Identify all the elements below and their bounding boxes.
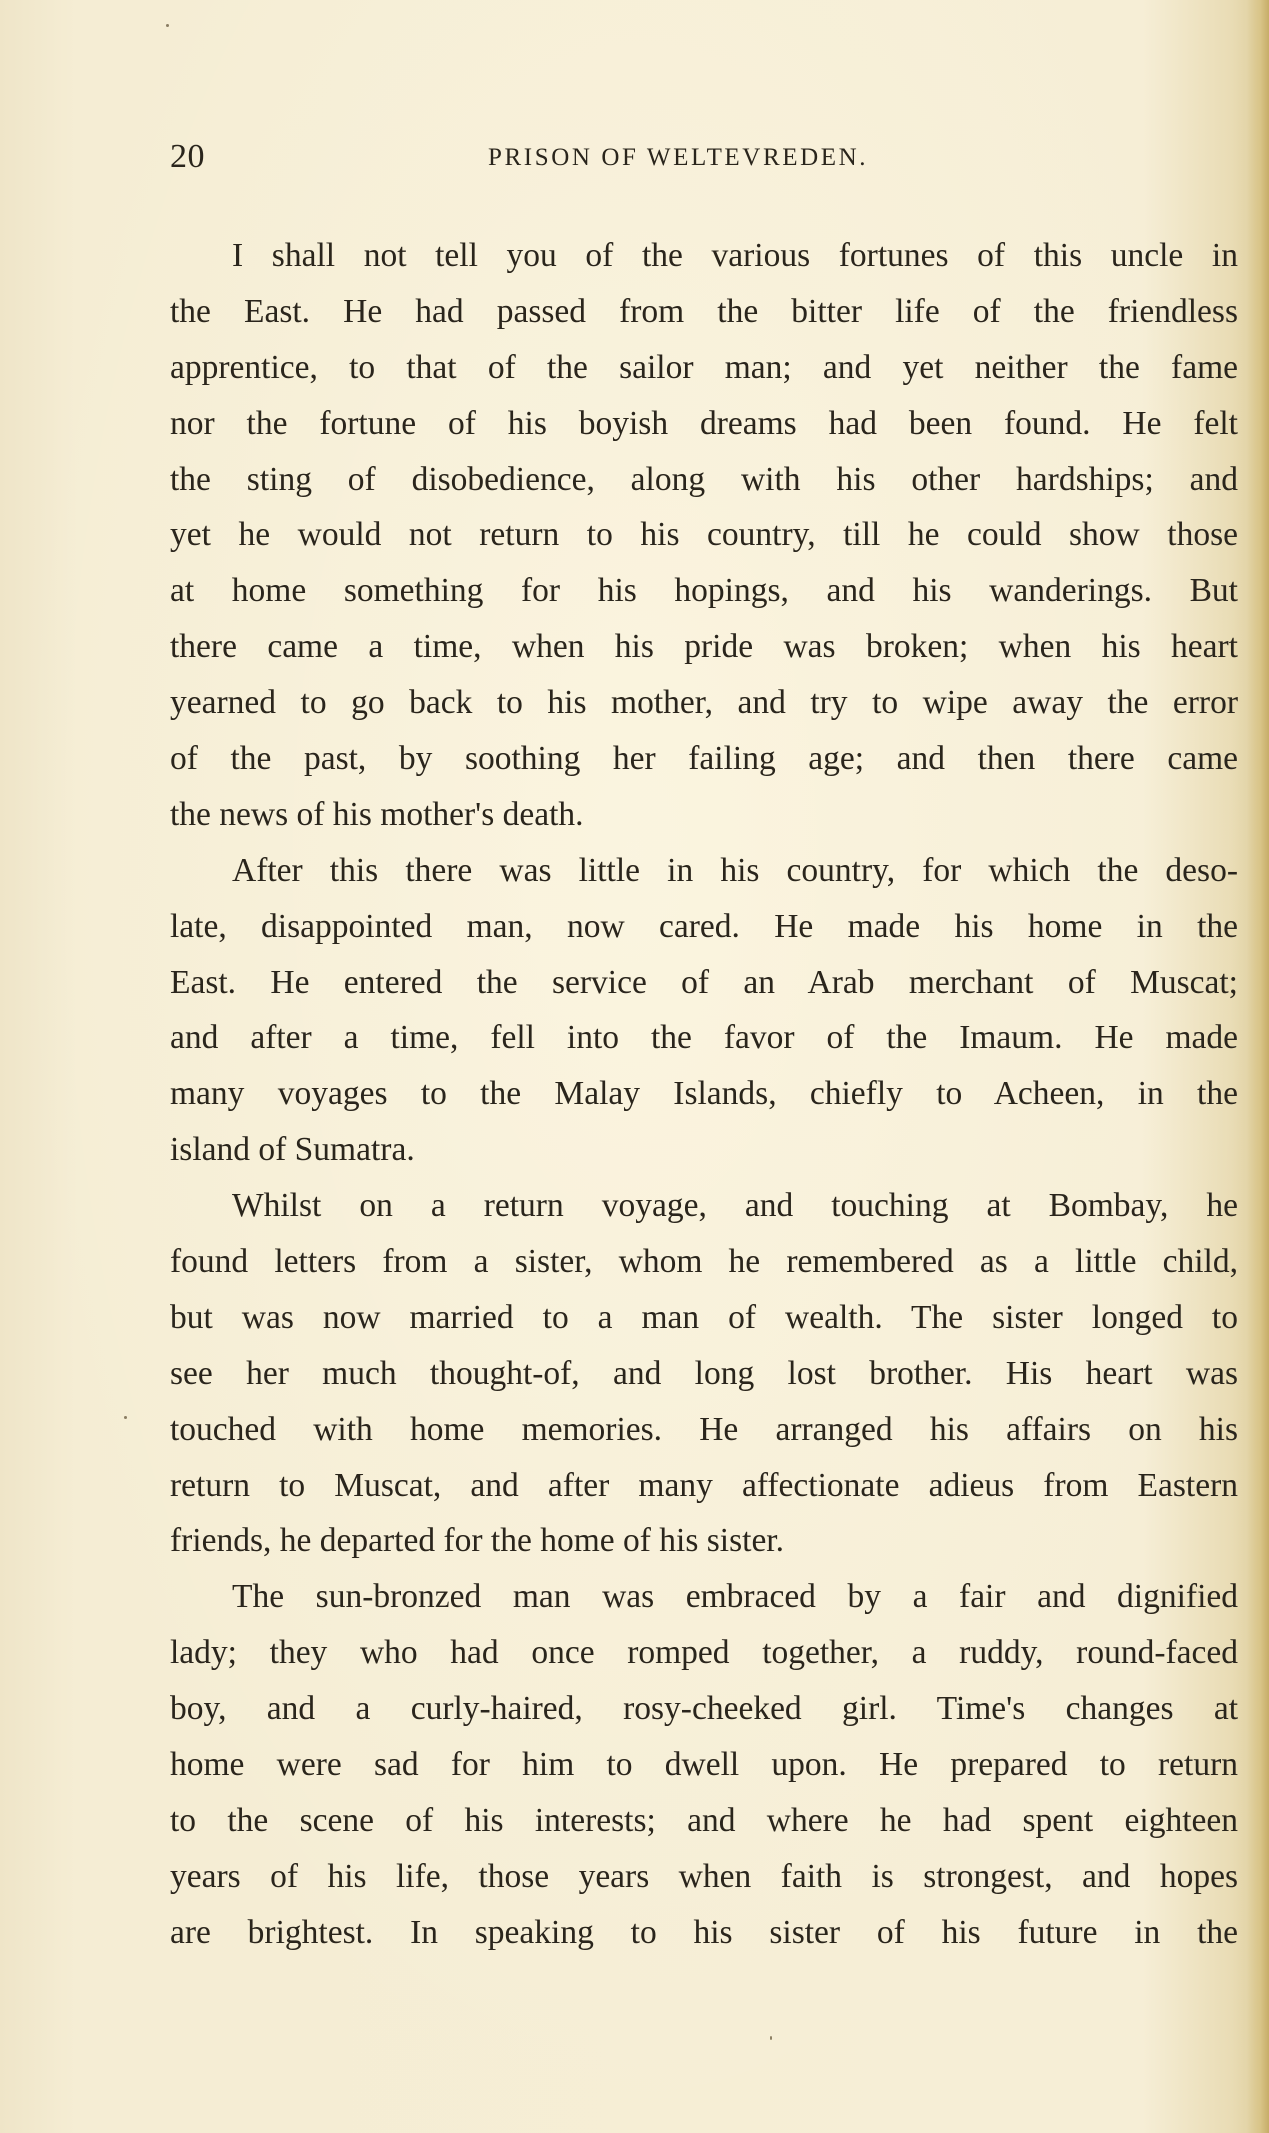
text-line: found letters from a sister, whom he remembered as a little child, bbox=[170, 1243, 1238, 1281]
text-line: but was now married to a man of wealth. The sister longed to bbox=[170, 1298, 1238, 1336]
text-line: After this there was little in his country, for which the deso- bbox=[232, 851, 1238, 889]
page-number: 20 bbox=[170, 138, 205, 175]
page-header bbox=[170, 138, 1245, 182]
text-line: many voyages to the Malay Islands, chiefly to Acheen, in the bbox=[170, 1075, 1238, 1113]
paper-speck bbox=[770, 2036, 772, 2040]
text-line: yearned to go back to his mother, and try to wipe away the error bbox=[170, 684, 1238, 722]
paragraph bbox=[170, 228, 1238, 843]
text-line: and after a time, fell into the favor of the Imaum. He made bbox=[170, 1019, 1238, 1057]
body-text bbox=[170, 228, 1238, 1961]
paper-speck bbox=[124, 1416, 127, 1419]
running-head: PRISON OF WELTEVREDEN. bbox=[488, 144, 869, 171]
paragraph bbox=[170, 1178, 1238, 1569]
text-line: home were sad for him to dwell upon. He prepared to return bbox=[170, 1746, 1238, 1784]
text-line: yet he would not return to his country, till he could show those bbox=[170, 516, 1238, 554]
text-line: see her much thought-of, and long lost brother. His heart was bbox=[170, 1354, 1238, 1392]
text-line: return to Muscat, and after many affectionate adieus from Eastern bbox=[170, 1466, 1238, 1504]
text-line: are brightest. In speaking to his sister of his future in the bbox=[170, 1913, 1238, 1951]
text-line: at home something for his hopings, and his wanderings. But bbox=[170, 572, 1238, 610]
paper-speck bbox=[166, 24, 169, 27]
text-line: late, disappointed man, now cared. He made his home in the bbox=[170, 907, 1238, 945]
text-line: years of his life, those years when faith is strongest, and hopes bbox=[170, 1857, 1238, 1895]
paragraph bbox=[170, 843, 1238, 1178]
text-line: lady; they who had once romped together, a ruddy, round-faced bbox=[170, 1634, 1238, 1672]
text-line: the sting of disobedience, along with his other hardships; and bbox=[170, 460, 1238, 498]
text-line: the news of his mother's death. bbox=[170, 795, 584, 833]
text-line: boy, and a curly-haired, rosy-cheeked girl. Time's changes at bbox=[170, 1690, 1238, 1728]
text-line: The sun-bronzed man was embraced by a fair and dignified bbox=[232, 1578, 1238, 1616]
text-line: I shall not tell you of the various fortunes of this uncle in bbox=[232, 237, 1238, 274]
page-edge-shadow bbox=[1247, 0, 1269, 2133]
text-line: of the past, by soothing her failing age; and then there came bbox=[170, 740, 1238, 778]
paragraph bbox=[170, 1569, 1238, 1960]
text-line: island of Sumatra. bbox=[170, 1131, 415, 1169]
text-line: Whilst on a return voyage, and touching at Bombay, he bbox=[232, 1187, 1238, 1225]
text-line: friends, he departed for the home of his sister. bbox=[170, 1522, 784, 1560]
text-line: touched with home memories. He arranged his affairs on his bbox=[170, 1410, 1238, 1448]
text-line: to the scene of his interests; and where he had spent eighteen bbox=[170, 1801, 1238, 1839]
text-line: the East. He had passed from the bitter life of the friendless bbox=[170, 292, 1238, 330]
text-line: apprentice, to that of the sailor man; and yet neither the fame bbox=[170, 348, 1238, 386]
text-line: nor the fortune of his boyish dreams had been found. He felt bbox=[170, 404, 1238, 442]
text-line: East. He entered the service of an Arab merchant of Muscat; bbox=[170, 963, 1238, 1001]
text-line: there came a time, when his pride was broken; when his heart bbox=[170, 628, 1238, 666]
